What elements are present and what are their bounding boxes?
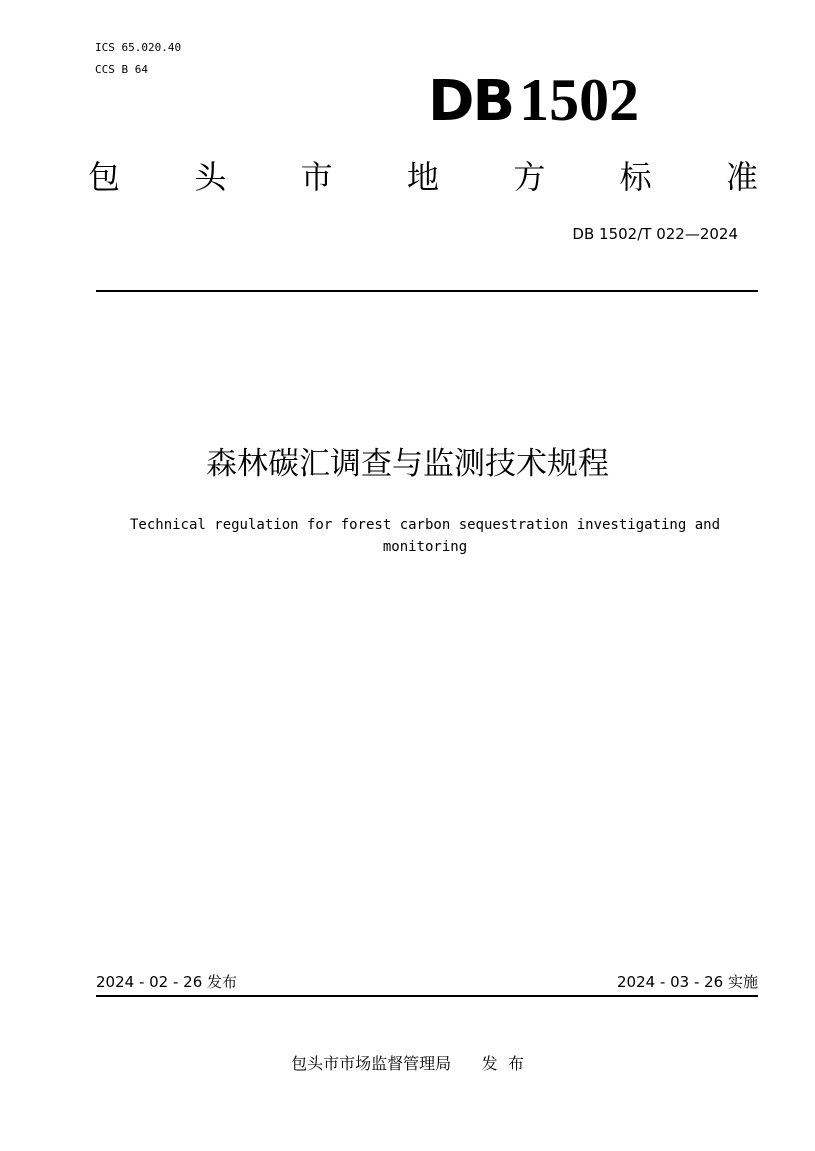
title-chinese: 森林碳汇调查与监测技术规程 (206, 446, 609, 482)
standard-type-char: 包 (88, 158, 121, 196)
standard-number: DB 1502/T 022—2024 (572, 225, 738, 243)
db-logo-number: 1502 (519, 67, 640, 133)
db-logo (428, 68, 698, 132)
header-divider (96, 290, 758, 292)
standard-type-char: 准 (725, 158, 758, 196)
db-logo-letters: DB (428, 69, 514, 134)
ics-code: ICS 65.020.40 (95, 41, 182, 54)
standard-type-char: 标 (619, 158, 652, 196)
title-english: Technical regulation for forest carbon sequestration investigating and monitoring (129, 517, 720, 555)
footer-divider (96, 995, 758, 997)
implementation-date: 2024 - 03 - 26 实施 (616, 973, 758, 991)
standard-type-char: 市 (300, 158, 333, 196)
standard-type-char: 方 (513, 158, 546, 196)
standard-type (88, 155, 758, 199)
issuer: 包头市市场监督管理局 发 布 (291, 1054, 524, 1073)
standard-type-char: 地 (406, 158, 439, 196)
release-date: 2024 - 02 - 26 发布 (96, 973, 238, 991)
ccs-code: CCS B 64 (95, 63, 148, 76)
standard-type-char: 头 (194, 158, 227, 196)
